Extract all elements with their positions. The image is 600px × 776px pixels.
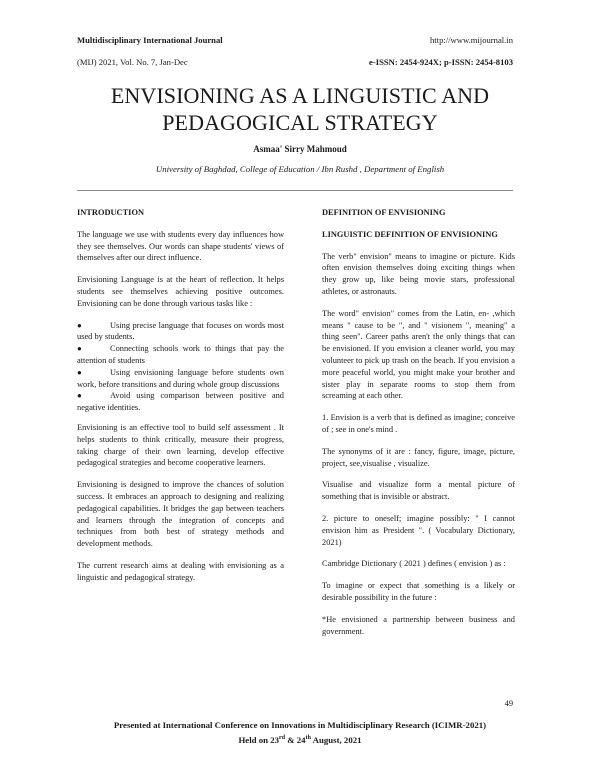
list-item: ● Using envisioning language before students own work, before transitions and during whole group discussions bbox=[77, 367, 284, 389]
definition-paragraph-9: *He envisioned a partnership between business and government. bbox=[322, 614, 515, 636]
author-name: Asmaa' Sirry Mahmoud bbox=[253, 144, 347, 154]
definition-paragraph-1: The verb" envision" means to imagine or picture. Kids often envision themselves doing exciting things when they grow up, like being movie stars, professional athletes, or astronauts. bbox=[322, 251, 515, 296]
paper-title-line-2: PEDAGOGICAL STRATEGY bbox=[162, 110, 438, 135]
intro-paragraph-2: Envisioning Language is at the heart of reflection. It helps students see themselves achieving positive outcomes. Envisioning can be done through various tasks like : bbox=[77, 275, 284, 308]
footer-conference-line: Presented at International Conference on Innovations in Multidisciplinary Research (ICIMR-2021) bbox=[113, 720, 487, 730]
list-item: ● Connecting schools work to things that pay the attention of students bbox=[77, 344, 284, 365]
author-affiliation: University of Baghdad, College of Education / Ibn Rushd , Department of English bbox=[155, 164, 445, 174]
definition-paragraph-7: Cambridge Dictionary ( 2021 ) defines ( envision ) as : bbox=[322, 559, 506, 569]
definition-paragraph-2: The word" envision" comes from the Latin, en- ,which means " cause to be ", and " visionem ", meaning" a thing seen". Career paths aren't the only things that can be envisioned. If you envision a cleaner world, you may volunteer to pick up trash on the beach. If you envision a more peaceful world, you might make your brother and sister play in separate rooms to stop them from screaming at each other. bbox=[322, 308, 515, 401]
linguistic-definition-heading: LINGUISTIC DEFINITION OF ENVISIONING bbox=[322, 229, 498, 239]
paper-title-line-1: ENVISIONING AS A LINGUISTIC AND bbox=[110, 83, 490, 108]
definition-paragraph-5: Visualise and visualize form a mental picture of something that is invisible or abstract. bbox=[322, 480, 515, 502]
definition-paragraph-3: 1. Envision is a verb that is defined as imagine; conceive of ; see in one's mind . bbox=[322, 413, 515, 434]
journal-name: Multidisciplinary International Journal bbox=[77, 35, 223, 45]
envisioning-task-list bbox=[77, 320, 284, 414]
list-item: ● Using precise language that focuses on words most used by students. bbox=[77, 320, 284, 342]
definition-paragraph-8: To imagine or expect that something is a likely or desirable possibility in the future : bbox=[322, 581, 515, 602]
definition-heading: DEFINITION OF ENVISIONING bbox=[322, 208, 446, 217]
intro-paragraph-1: The language we use with students every day influences how they see themselves. Our words can shape students' views of themselves after our direct influence. bbox=[77, 229, 284, 263]
right-column bbox=[322, 207, 515, 647]
paper-title bbox=[40, 82, 560, 136]
list-item: ● Avoid using comparison between positive and negative identities. bbox=[77, 391, 284, 413]
page-number: 49 bbox=[504, 699, 513, 708]
bullet-icon: ● bbox=[77, 344, 82, 354]
intro-paragraph-4: Envisioning is designed to improve the chances of solution success. It embraces an approach to designing and realizing pedagogical capabilities. It bridges the gap between teachers and learners through the integration of concepts and techniques from both best of strategy methods and development methods. bbox=[77, 480, 284, 549]
header-divider bbox=[77, 190, 513, 191]
journal-volume: (MIJ) 2021, Vol. No. 7, Jan-Dec bbox=[77, 57, 188, 67]
introduction-heading: INTRODUCTION bbox=[77, 208, 145, 217]
definition-paragraph-6: 2. picture to oneself; imagine possibly: " I cannot envision him as President ". ( Vocabulary Dictionary, 2021) bbox=[322, 513, 515, 547]
conference-footer bbox=[0, 719, 600, 746]
footer-date-line: Held on 23rd & 24th August, 2021 bbox=[238, 734, 362, 745]
bullet-icon: ● bbox=[77, 367, 82, 377]
bullet-icon: ● bbox=[77, 391, 82, 401]
journal-issn: e-ISSN: 2454-924X; p-ISSN: 2454-8103 bbox=[369, 57, 513, 67]
journal-url: http://www.mijournal.in bbox=[430, 35, 513, 45]
intro-paragraph-3: Envisioning is an effective tool to build self assessment . It helps students to think critically, measure their progress, taking charge of their own learning, develop effective pedagogical strategies and become cooperative learners. bbox=[77, 422, 284, 468]
intro-paragraph-5: The current research aims at dealing with envisioning as a linguistic and pedagogical strategy. bbox=[77, 560, 284, 582]
definition-paragraph-4: The synonyms of it are : fancy, figure, image, picture, project, see,visualise , visualize. bbox=[322, 446, 515, 468]
left-column bbox=[77, 207, 284, 594]
bullet-icon: ● bbox=[77, 320, 82, 330]
